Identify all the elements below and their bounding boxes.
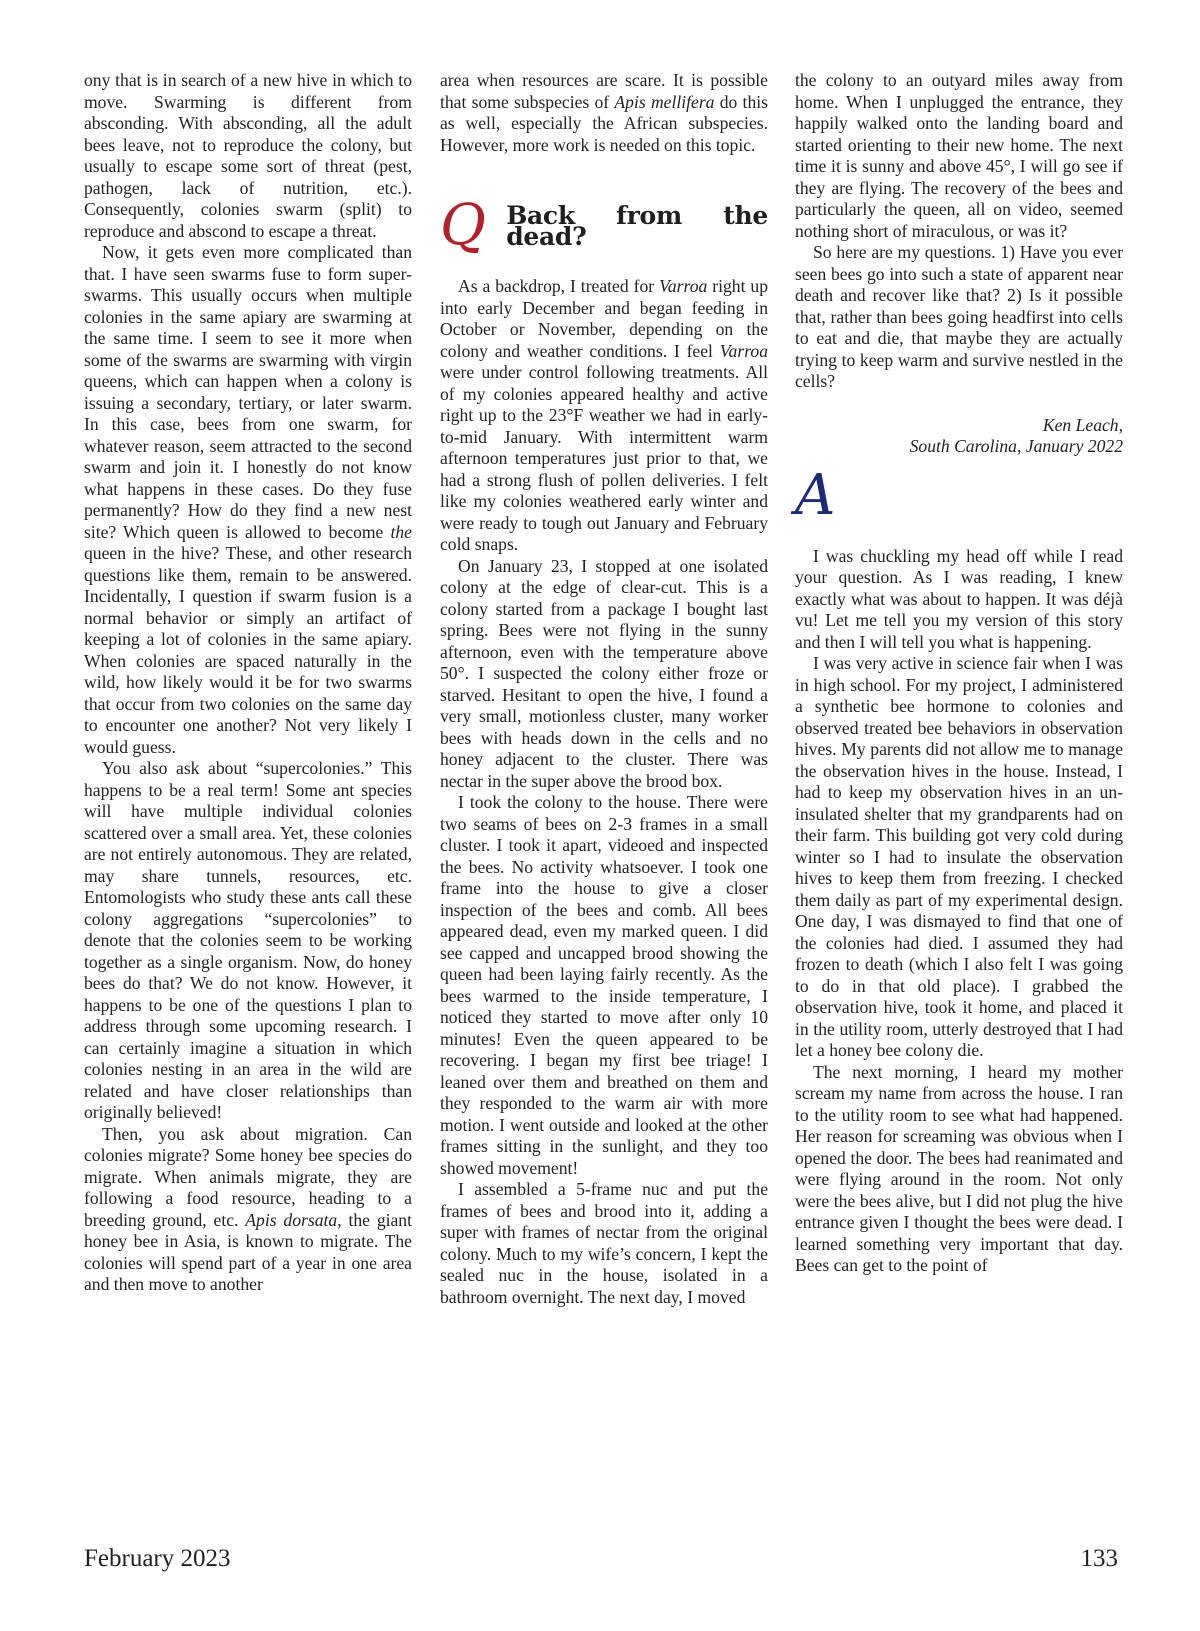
footer-date: February 2023: [84, 1545, 231, 1572]
paragraph: Now, it gets even more complicated than that. I have seen swarms fuse to form super-swarms. This usually occurs when multiple colonies in the same apiary are swarming at the same time. I seem to see it more when some of the swarms are swarming with virgin queens, which can happen when a colony is issuing a secondary, tertiary, or later swarm. In this case, bees from one swarm, for whatever reason, seem attracted to the second swarm and join it. I honestly do not know what happens in these cases. Do they fuse permanently? How do they find a new nest site? Which queen is allowed to become the queen in the hive? These, and other research questions like them, remain to be answered. Incidentally, I question if swarm fusion is a normal behavior or simply an artifact of keeping a lot of colonies in the same apiary. When colonies are spaced naturally in the wild, how likely would it be for two swarms that occur from two colonies on the same day to encounter one another? Not very likely I would guess.: [84, 242, 412, 757]
page-number: 133: [1080, 1545, 1118, 1572]
paragraph: So here are my questions. 1) Have you ever seen bees go into such a state of apparent near death and recover like that? 2) Is it possible that, rather than bees going headfirst into cells to eat and die, that maybe they are actually trying to keep warm and survive nestled in the cells?: [795, 242, 1123, 391]
column-3: [795, 70, 1123, 1277]
paragraph: I was very active in science fair when I was in high school. For my project, I administered a synthetic bee hormone to colonies and observed treated bee behaviors in observation hives. My parents did not allow me to manage the observation hives in the house. Instead, I had to keep my observation hives in an un-insulated shelter that my grandparents had on their farm. This building got very cold during winter so I had to insulate the observation hives to keep them from freezing. I checked them daily as part of my experimental design. One day, I was dismayed to find that one of the colonies had died. I assumed they had frozen to death (which I also felt I was going to do in that old place). I grabbed the observation hive, took it home, and placed it in the utility room, utterly destroyed that I had let a honey bee colony die.: [795, 653, 1123, 1060]
paragraph: On January 23, I stopped at one isolated colony at the edge of clear-cut. This is a colony started from a package I bought last spring. Bees were not flying in the sunny afternoon, even with the temperature above 50°. I suspected the colony either froze or starved. Hesitant to open the hive, I found a very small, motionless cluster, many worker bees with heads down in the cells and no honey adjacent to the cluster. There was nectar in the super above the brood box.: [440, 555, 768, 791]
question-letter: Q: [440, 193, 486, 258]
paragraph: Then, you ask about migration. Can colonies migrate? Some honey bee species do migrate. When animals migrate, they are following a food resource, heading to a breeding ground, etc. Apis dorsata, the giant honey bee in Asia, is known to migrate. The colonies will spend part of a year in one area and then move to another: [84, 1123, 412, 1294]
column-2: [440, 70, 768, 1308]
paragraph: I was chuckling my head off while I read your question. As I was reading, I knew exactly what was about to happen. It was déjà vu! Let me tell you my version of this story and then I will tell you what is happening.: [795, 545, 1123, 652]
signature: Ken Leach, South Carolina, January 2022: [909, 414, 1123, 456]
column-1: [84, 70, 412, 1296]
question-title: Back from the dead?: [506, 200, 768, 251]
paragraph: The next morning, I heard my mother scream my name from across the house. I ran to the utility room to see what had happened. Her reason for screaming was obvious when I opened the door. The bees had reanimated and were flying around in the room. Not only were the bees alive, but I did not plug the hive entrance given I thought the bees were dead. I learned something very important that day. Bees can get to the point of: [795, 1061, 1123, 1275]
paragraph: I took the colony to the house. There were two seams of bees on 2-3 frames in a small cluster. I took it apart, videoed and inspected the bees. No activity whatsoever. I took one frame into the house to give a closer inspection of the bees and comb. All bees appeared dead, even my marked queen. I did see capped and uncapped brood showing the queen had been laying fairly recently. As the bees warmed to the inside temperature, I noticed they started to move after only 10 minutes! Even the queen appeared to be recovering. I began my first bee triage! I leaned over them and breathed on them and they responded to the warm air with more motion. I went outside and looked at the other frames sitting in the sunlight, and they too showed movement!: [440, 792, 768, 1178]
paragraph: As a backdrop, I treated for Varroa right up into early December and began feeding in October or November, depending on the colony and weather conditions. I feel Varroa were under control following treatments. All of my colonies appeared healthy and active right up to the 23°F weather we had in early-to-mid January. With intermittent warm afternoon temperatures just prior to that, we had a strong flush of pollen deliveries. I felt like my colonies weathered early winter and were ready to tough out January and February cold snaps.: [440, 276, 768, 554]
paragraph: area when resources are scare. It is possible that some subspecies of Apis mellifera do this as well, especially the African subspecies. However, more work is needed on this topic.: [440, 70, 768, 155]
paragraph: I assembled a 5-frame nuc and put the frames of bees and brood into it, adding a super with frames of nectar from the original colony. Much to my wife’s concern, I kept the sealed nuc in the house, isolated in a bathroom overnight. The next day, I moved: [440, 1179, 768, 1307]
answer-letter: A: [795, 462, 836, 528]
question-heading: [440, 193, 768, 258]
paragraph: You also ask about “supercolonies.” This happens to be a real term! Some ant species will have multiple individual colonies scattered over a small area. Yet, these colonies are not entirely autonomous. They are related, may share tunnels, resources, etc. Entomologists who study these ants call these colony aggregations “supercolonies” to denote that the colonies seem to be working together as a single organism. Now, do honey bees do that? We do not know. However, it happens to be one of the questions I plan to address through some upcoming research. I can certainly imagine a situation in which colonies nesting in an area in the wild are related and have closer relationships than originally believed!: [84, 758, 412, 1122]
paragraph: ony that is in search of a new hive in which to move. Swarming is different from absconding. With absconding, all the adult bees leave, not to reproduce the colony, but usually to escape some sort of threat (pest, pathogen, lack of nutrition, etc.). Consequently, colonies swarm (split) to reproduce and abscond to escape a threat.: [84, 70, 412, 241]
paragraph: the colony to an outyard miles away from home. When I unplugged the entrance, they happily walked onto the landing board and started orienting to their new home. The next time it is sunny and above 45°, I will go see if they are flying. The recovery of the bees and particularly the queen, all on video, seemed nothing short of miraculous, or was it?: [795, 70, 1123, 241]
